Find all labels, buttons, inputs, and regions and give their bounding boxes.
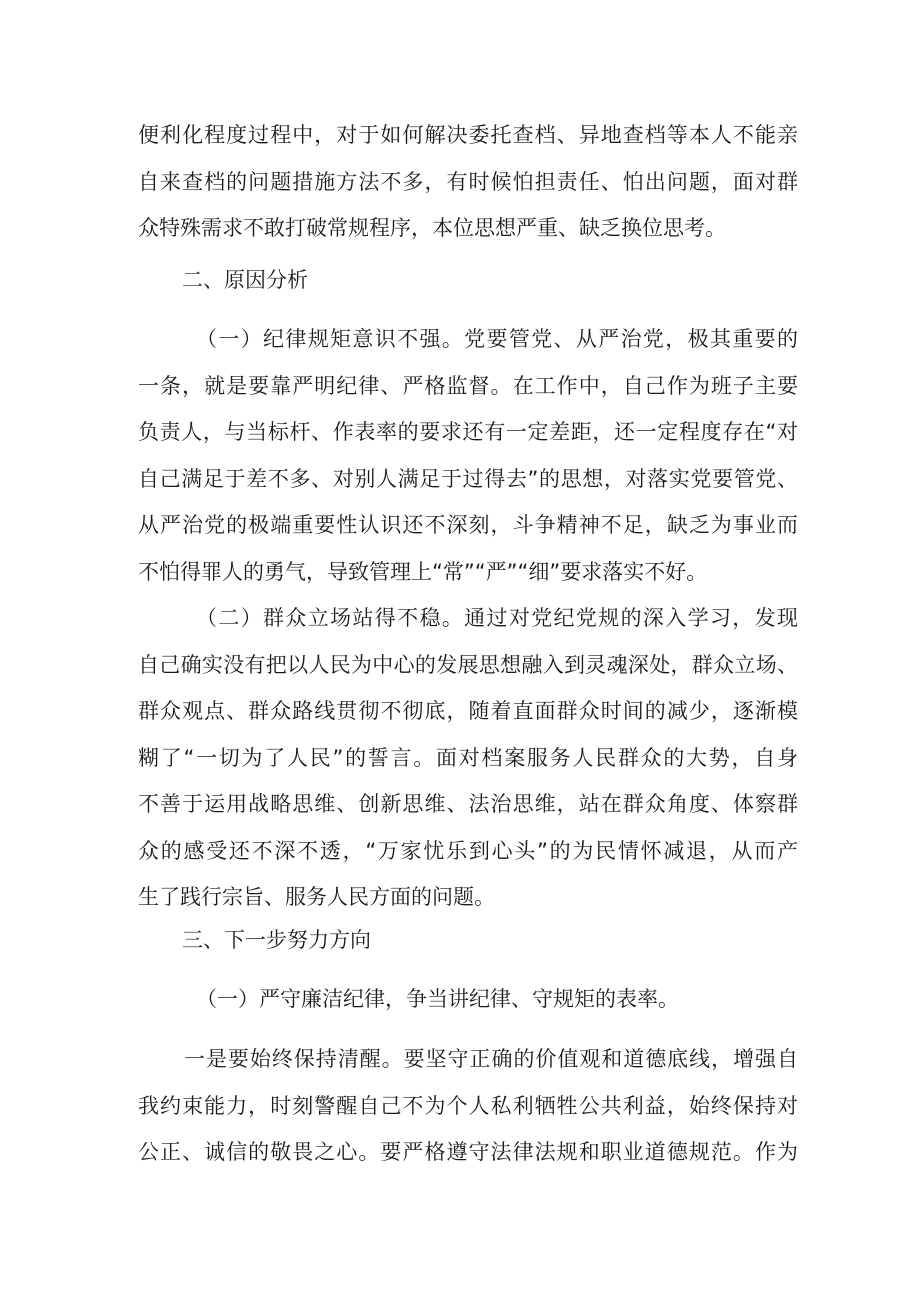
text-line: 我约束能力，时刻警醒自己不为个人私利牺牲公共利益，始终保持对 — [138, 1093, 798, 1118]
text-line: 从严治党的极端重要性认识还不深刻，斗争精神不足，缺乏为事业而 — [138, 513, 798, 537]
text-line: 自己确实没有把以人民为中心的发展思想融入到灵魂深处，群众立场、 — [138, 652, 798, 677]
text-line: 不怕得罪人的勇气，导致管理上“常”“严”“细”要求落实不好。 — [138, 559, 708, 584]
text-line: 负责人，与当标杆、作表率的要求还有一定差距，还一定程度存在“对 — [138, 420, 798, 444]
text-line: 一条，就是要靠严明纪律、严格监督。在工作中，自己作为班子主要 — [138, 373, 798, 398]
paragraph-integrity-discipline — [138, 976, 798, 1023]
text-line: 自来查档的问题措施方法不多，有时候怕担责任、怕出问题，面对群 — [138, 169, 798, 194]
text-line: 一是要始终保持清醒。要坚守正确的价值观和道德底线，增强自 — [184, 1047, 798, 1071]
paragraph-continuation — [138, 112, 798, 252]
paragraph-mass-standpoint — [138, 595, 798, 921]
text-line: （一）纪律规矩意识不强。党要管党、从严治党，极其重要的 — [196, 327, 798, 351]
text-line: 自己满足于差不多、对别人满足于过得去”的思想，对落实党要管党、 — [138, 466, 798, 491]
text-line: 公正、诚信的敬畏之心。要严格遵守法律法规和职业道德规范。作为 — [138, 1140, 798, 1164]
text-line: 众的感受还不深不透，“万家忧乐到心头”的为民情怀减退，从而产 — [138, 838, 798, 863]
text-line: 糊了“一切为了人民”的誓言。面对档案服务人民群众的大势，自身 — [138, 745, 798, 770]
paragraph-stay-sober — [138, 1036, 798, 1176]
text-line: （一）严守廉洁纪律，争当讲纪律、守规矩的表率。 — [196, 987, 679, 1011]
section-heading-next-steps: 三、下一步努力方向 — [182, 928, 371, 952]
text-line: 群众观点、群众路线贯彻不彻底，随着直面群众时间的减少，逐渐模 — [138, 699, 798, 723]
text-line: 生了践行宗旨、服务人民方面的问题。 — [138, 885, 495, 909]
paragraph-discipline-awareness — [138, 316, 798, 595]
text-line: 便利化程度过程中，对于如何解决委托查档、异地查档等本人不能亲 — [138, 123, 798, 147]
section-heading-cause-analysis: 二、原因分析 — [182, 268, 308, 292]
text-line: 不善于运用战略思维、创新思维、法治思维，站在群众角度、体察群 — [138, 792, 798, 816]
text-line: （二）群众立场站得不稳。通过对党纪党规的深入学习，发现 — [196, 606, 798, 630]
text-line: 众特殊需求不敢打破常规程序，本位思想严重、缺乏换位思考。 — [138, 216, 726, 240]
